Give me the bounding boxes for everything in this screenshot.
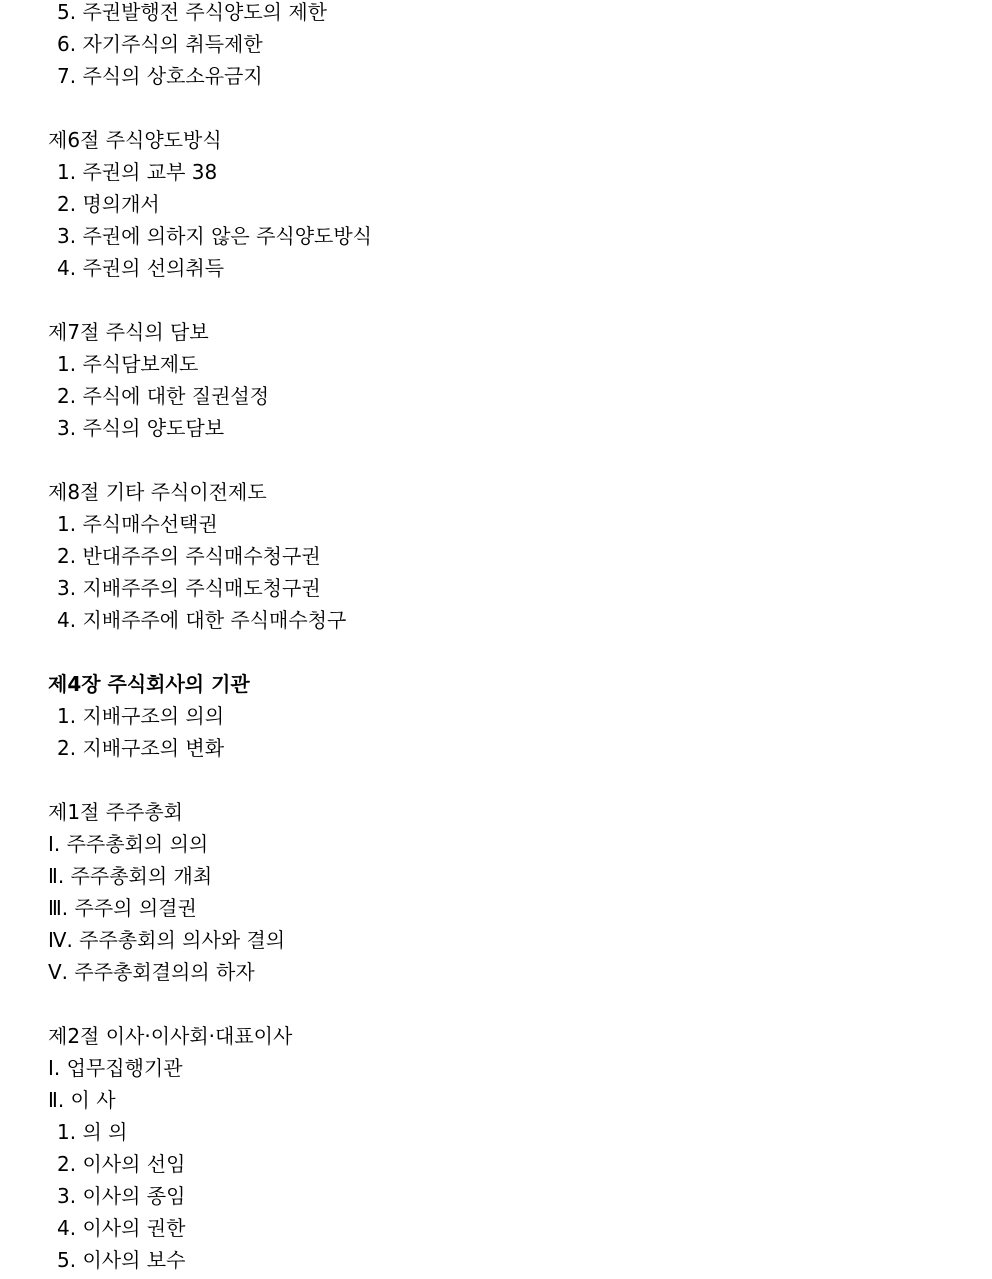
list-item: 7. 주식의 상호소유금지 [57, 64, 263, 88]
list-item: 1. 지배구조의 의의 [57, 704, 225, 728]
list-item: 2. 명의개서 [57, 192, 160, 216]
roman-list-item: Ⅳ. 주주총회의 의사와 결의 [48, 928, 286, 952]
section-heading: 제1절 주주총회 [48, 800, 184, 824]
section-heading: 제8절 기타 주식이전제도 [48, 480, 267, 504]
roman-list-item: Ⅴ. 주주총회결의의 하자 [48, 960, 255, 984]
list-item: 5. 이사의 보수 [57, 1248, 186, 1272]
section-heading: 제2절 이사·이사회·대표이사 [48, 1024, 293, 1048]
list-item: 1. 주식매수선택권 [57, 512, 218, 536]
list-item: 1. 주식담보제도 [57, 352, 199, 376]
roman-list-item: Ⅰ. 주주총회의 의의 [48, 832, 209, 856]
list-item: 6. 자기주식의 취득제한 [57, 32, 263, 56]
list-item: 1. 의 의 [57, 1120, 128, 1144]
list-item: 2. 이사의 선임 [57, 1152, 186, 1176]
list-item: 5. 주권발행전 주식양도의 제한 [57, 0, 327, 24]
section-heading: 제7절 주식의 담보 [48, 320, 209, 344]
list-item: 2. 주식에 대한 질권설정 [57, 384, 270, 408]
list-item: 1. 주권의 교부 38 [57, 160, 218, 184]
roman-list-item: Ⅱ. 이 사 [48, 1088, 116, 1112]
list-item: 3. 주권에 의하지 않은 주식양도방식 [57, 224, 372, 248]
roman-list-item: Ⅲ. 주주의 의결권 [48, 896, 197, 920]
list-item: 3. 지배주주의 주식매도청구권 [57, 576, 321, 600]
list-item: 4. 주권의 선의취득 [57, 256, 225, 280]
list-item: 4. 지배주주에 대한 주식매수청구 [57, 608, 347, 632]
list-item: 2. 반대주주의 주식매수청구권 [57, 544, 321, 568]
list-item: 4. 이사의 권한 [57, 1216, 186, 1240]
roman-list-item: Ⅰ. 업무집행기관 [48, 1056, 183, 1080]
list-item: 3. 이사의 종임 [57, 1184, 186, 1208]
section-heading: 제6절 주식양도방식 [48, 128, 222, 152]
list-item: 3. 주식의 양도담보 [57, 416, 225, 440]
roman-list-item: Ⅱ. 주주총회의 개최 [48, 864, 213, 888]
list-item: 2. 지배구조의 변화 [57, 736, 225, 760]
chapter-heading: 제4장 주식회사의 기관 [48, 672, 250, 696]
